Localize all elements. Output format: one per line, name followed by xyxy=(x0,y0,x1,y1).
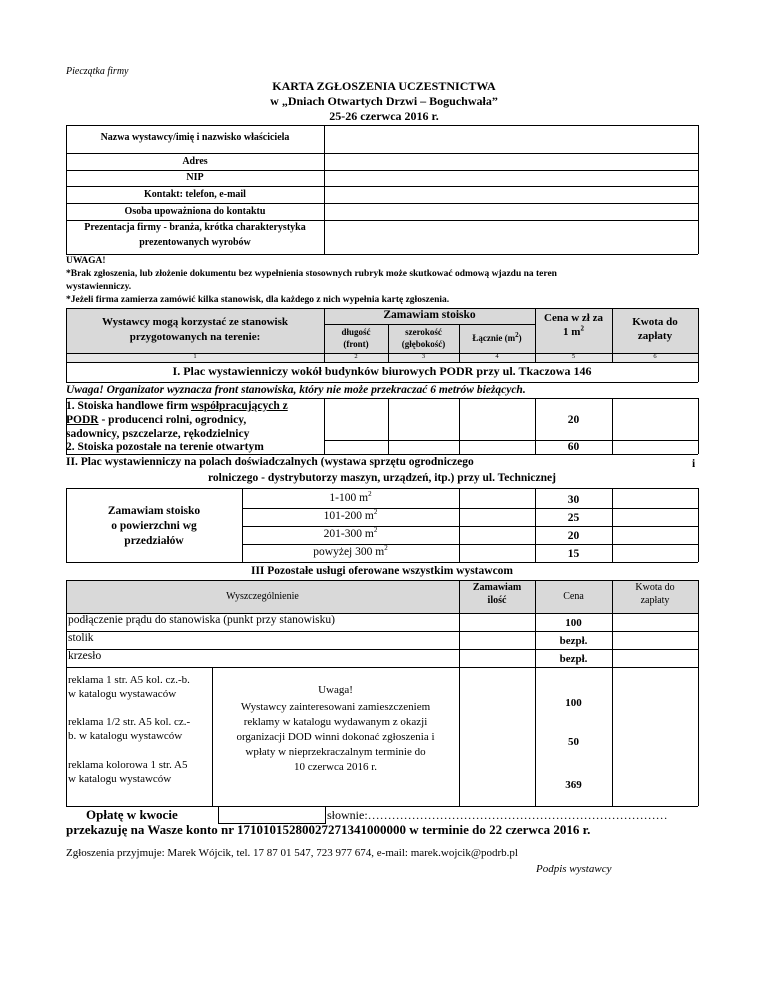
ad-full-bw-price: 100 xyxy=(565,697,582,709)
contact-label: Kontakt: telefon, e-mail xyxy=(144,189,246,200)
notice-line-3: *Jeżeli firma zamierza zamówić kilka stanowisk, dla każdego z nich wypełnia kartę zgłoszenia. xyxy=(66,295,450,305)
service-electricity: podłączenie prądu do stanowiska (punkt przy stanowisku) xyxy=(68,614,335,626)
booth-type-1-price: 20 xyxy=(567,414,580,426)
booth-type-2-price: 60 xyxy=(567,441,580,453)
ad-color-price: 369 xyxy=(565,779,582,791)
company-presentation-input[interactable] xyxy=(326,222,696,253)
area-range-1: 1-100 $m^2$ xyxy=(329,490,372,504)
electricity-qty-input[interactable] xyxy=(460,614,534,630)
ad-full-bw-line-1: reklama 1 str. A5 kol. cz.-b. xyxy=(68,674,190,686)
chair-qty-input[interactable] xyxy=(460,650,534,666)
address-label: Adres xyxy=(182,156,208,167)
booth-header-left-2: przygotowanych na terenie: xyxy=(129,331,261,343)
notice-title: UWAGA! xyxy=(66,256,106,266)
booth-type-1-line-2: PODR - producenci rolni, ogrodnicy, xyxy=(66,414,247,426)
area-range-4: powyżej 300 $m^2$ xyxy=(313,544,388,558)
ad-color-line-2: w katalogu wystawców xyxy=(68,773,172,785)
booth-type-1-line-3: sadownicy, pszczelarze, rękodzielnicy xyxy=(66,428,250,440)
section-2-title-2: rolniczego - dystrybutorzy maszyn, urządzeń, itp.) przy ul. Technicznej xyxy=(208,472,556,484)
ad-note-line-3: organizacji DOD winni dokonać zgłoszenia i xyxy=(236,731,435,743)
booth-1-amount-input[interactable] xyxy=(613,399,697,439)
services-qty-header: Zamawiam xyxy=(472,582,522,593)
booth-1-total-input[interactable] xyxy=(460,399,534,439)
area-order-label-3: przedziałów xyxy=(124,535,184,547)
area-range-1-input[interactable] xyxy=(460,489,534,507)
section-2-title-end: i xyxy=(692,458,696,470)
company-stamp-label: Pieczątka firmy xyxy=(66,66,129,77)
booth-type-1-line-1: 1. Stoiska handlowe firm współpracujących z xyxy=(66,400,288,412)
ad-half-bw-price: 50 xyxy=(568,736,579,748)
section-2-title-1: II. Plac wystawienniczy na polach doświadczalnych (wystawa sprzętu ogrodniczego xyxy=(66,456,474,468)
service-electricity-price: 100 xyxy=(565,617,582,629)
exhibitor-name-label: Nazwa wystawcy/imię i nazwisko właściciela xyxy=(100,132,290,143)
event-name: w „Dniach Otwartych Drzwi – Boguchwała” xyxy=(270,94,498,108)
event-date: 25-26 czerwca 2016 r. xyxy=(329,109,439,123)
ad-note-line-5: 10 czerwca 2016 r. xyxy=(293,761,378,773)
booth-1-width-input[interactable] xyxy=(389,399,458,439)
service-chair-price: bezpł. xyxy=(559,653,588,665)
area-range-2: 101-200 $m^2$ xyxy=(323,508,378,522)
booth-2-total-input[interactable] xyxy=(460,441,534,453)
contact-info: Zgłoszenia przyjmuje: Marek Wójcik, tel. 17 87 01 547, 723 977 674, e-mail: marek.wojcik@podrb.pl xyxy=(66,847,518,859)
area-range-4-input[interactable] xyxy=(460,545,534,561)
ad-qty-input[interactable] xyxy=(460,668,534,805)
bank-transfer-info: przekazuję na Wasze konto nr 17101015280027271341000000 w terminie do 22 czerwca 2016 r. xyxy=(66,822,591,837)
area-range-3-price: 20 xyxy=(567,530,580,542)
company-presentation-label: Prezentacja firmy - branża, krótka charakterystyka xyxy=(84,222,306,233)
services-amount-input[interactable] xyxy=(613,614,697,805)
area-amount-input[interactable] xyxy=(613,489,697,561)
col-number-4: 4 xyxy=(495,353,499,360)
notice-line-2: wystawienniczy. xyxy=(66,282,132,292)
ad-note-line-4: wpłaty w nieprzekraczalnym terminie do xyxy=(245,746,426,758)
payment-label: Opłatę w kwocie xyxy=(86,807,178,822)
ad-note-title: Uwaga! xyxy=(318,684,353,696)
width-header: szerokość xyxy=(405,327,442,337)
contact-input[interactable] xyxy=(326,188,696,202)
services-amount-header-sub: zapłaty xyxy=(640,595,670,606)
section-1-title: I. Plac wystawienniczy wokół budynków biurowych PODR przy ul. Tkaczowa 146 xyxy=(172,364,592,378)
col-number-5: 5 xyxy=(571,353,576,360)
booth-type-2-label: 2. Stoiska pozostałe na terenie otwartym xyxy=(66,441,264,453)
ad-note-line-2: reklamy w katalogu wydawanym z okazji xyxy=(243,716,428,728)
area-range-3-input[interactable] xyxy=(460,527,534,543)
contact-person-label: Osoba upoważniona do kontaktu xyxy=(124,206,266,217)
ad-half-bw-line-1: reklama 1/2 str. A5 kol. cz.- xyxy=(68,716,191,728)
company-presentation-label-cont: prezentowanych wyrobów xyxy=(139,237,251,248)
area-order-label-1: Zamawiam stoisko xyxy=(107,505,201,517)
order-booth-header: Zamawiam stoisko xyxy=(383,309,476,321)
contact-person-input[interactable] xyxy=(326,205,696,219)
price-header: Cena w zł za xyxy=(544,312,603,324)
booth-2-length-input[interactable] xyxy=(325,441,387,453)
service-chair: krzesło xyxy=(68,650,102,662)
booth-1-length-input[interactable] xyxy=(325,399,387,439)
width-header-sub: (głębokość) xyxy=(401,339,446,349)
ad-half-bw-line-2: b. w katalogu wystawców xyxy=(68,730,183,742)
ad-full-bw-line-2: w katalogu wystawaców xyxy=(68,688,177,700)
col-number-2: 2 xyxy=(354,353,358,360)
services-spec-header: Wyszczególnienie xyxy=(226,591,299,602)
table-qty-input[interactable] xyxy=(460,632,534,648)
nip-label: NIP xyxy=(186,172,204,183)
length-header: długość xyxy=(341,327,371,337)
signature-label: Podpis wystawcy xyxy=(536,863,612,875)
length-header-sub: (front) xyxy=(343,339,369,349)
col-number-1: 1 xyxy=(193,353,197,360)
price-header-unit: 1 $m^2$ xyxy=(563,324,584,338)
ad-color-line-1: reklama kolorowa 1 str. A5 xyxy=(68,759,188,771)
payment-in-words[interactable]: słownie:………………………………………………………………… xyxy=(327,808,668,822)
col-number-6: 6 xyxy=(653,353,657,360)
nip-input[interactable] xyxy=(326,172,696,185)
services-amount-header: Kwota do xyxy=(635,582,675,593)
area-range-1-price: 30 xyxy=(567,494,580,506)
area-order-label-2: o powierzchni wg xyxy=(111,520,197,532)
section-3-title: III Pozostałe usługi oferowane wszystkim wystawcom xyxy=(250,565,514,577)
col-number-3: 3 xyxy=(421,353,426,360)
amount-header-sub: zapłaty xyxy=(637,330,673,342)
address-input[interactable] xyxy=(326,155,696,169)
section-1-warning: Uwaga! Organizator wyznacza front stanowiska, który nie może przekraczać 6 metrów bieżących. xyxy=(66,384,526,396)
service-table: stolik xyxy=(68,632,94,644)
area-range-4-price: 15 xyxy=(567,548,580,560)
exhibitor-name-input[interactable] xyxy=(326,127,696,152)
area-range-2-input[interactable] xyxy=(460,509,534,525)
booth-2-width-input[interactable] xyxy=(389,441,458,453)
amount-header: Kwota do xyxy=(632,316,678,328)
services-qty-header-sub: ilość xyxy=(487,595,507,606)
booth-header-left-1: Wystawcy mogą korzystać ze stanowisk xyxy=(102,316,288,328)
notice-line-1: *Brak zgłoszenia, lub złożenie dokumentu bez wypełnienia stosownych rubryk może skutkować odmową wjazdu na teren xyxy=(66,269,557,279)
services-price-header: Cena xyxy=(563,591,584,602)
total-area-header: Łącznie $(m^2)$ xyxy=(472,331,522,343)
booth-2-amount-input[interactable] xyxy=(613,441,697,453)
area-range-3: 201-300 $m^2$ xyxy=(323,526,378,540)
service-table-price: bezpł. xyxy=(559,635,588,647)
form-title: KARTA ZGŁOSZENIA UCZESTNICTWA xyxy=(272,79,496,93)
area-range-2-price: 25 xyxy=(567,512,580,524)
ad-note-line-1: Wystawcy zainteresowani zamieszczeniem xyxy=(240,701,431,713)
